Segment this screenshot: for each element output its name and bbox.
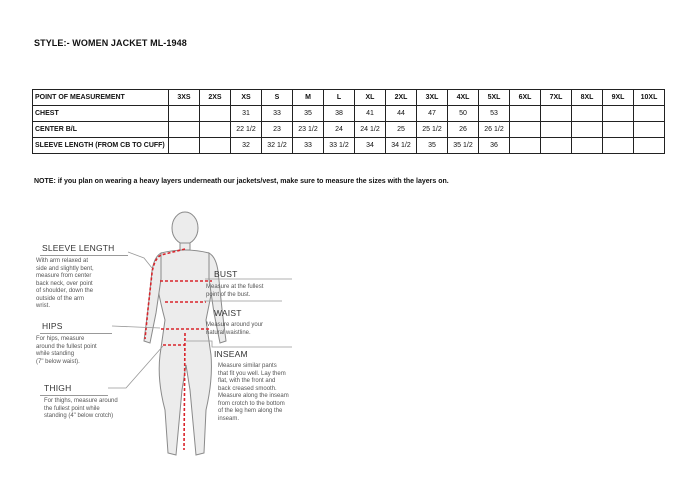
- inseam-instructions: [218, 363, 289, 423]
- size-header-row: [33, 90, 665, 106]
- table-cell: 24: [324, 122, 355, 138]
- inseam-line-8: inseam.: [218, 415, 240, 422]
- table-cell: [572, 122, 603, 138]
- table-cell: 41: [355, 106, 386, 122]
- bust-line-2: point of the bust.: [206, 291, 251, 298]
- inseam-line-2: that fit you well. Lay them: [218, 370, 286, 377]
- size-header-cell: 2XL: [386, 90, 417, 106]
- table-cell: [510, 138, 541, 154]
- table-cell: [510, 122, 541, 138]
- table-cell: 33: [293, 138, 324, 154]
- table-cell: 35: [417, 138, 448, 154]
- table-cell: 35 1/2: [448, 138, 479, 154]
- hips-line-1: For hips, measure: [36, 336, 85, 342]
- size-header-cell: XS: [231, 90, 262, 106]
- table-cell: [169, 122, 200, 138]
- table-cell: 38: [324, 106, 355, 122]
- size-header-cell: 10XL: [634, 90, 665, 106]
- sleeve-length-heading: SLEEVE LENGTH: [42, 243, 115, 253]
- row-label: CENTER B/L: [33, 122, 169, 138]
- table-cell: 34: [355, 138, 386, 154]
- table-cell: 25: [386, 122, 417, 138]
- table-cell: 25 1/2: [417, 122, 448, 138]
- table-cell: [634, 122, 665, 138]
- table-cell: [572, 138, 603, 154]
- table-cell: 44: [386, 106, 417, 122]
- row-label: CHEST: [33, 106, 169, 122]
- table-cell: [603, 138, 634, 154]
- inseam-heading: INSEAM: [214, 349, 248, 359]
- row-label: SLEEVE LENGTH (FROM CB TO CUFF): [33, 138, 169, 154]
- table-cell: 26 1/2: [479, 122, 510, 138]
- table-cell: 23: [262, 122, 293, 138]
- table-cell: 47: [417, 106, 448, 122]
- table-cell: [541, 138, 572, 154]
- table-cell: 22 1/2: [231, 122, 262, 138]
- table-cell: [169, 106, 200, 122]
- waist-instructions: [206, 322, 263, 337]
- thigh-line-1: For thighs, measure around: [44, 398, 118, 404]
- hips-divider: [40, 333, 112, 334]
- hips-line-4: (7" below waist).: [36, 358, 80, 365]
- table-cell: [510, 106, 541, 122]
- table-cell: 35: [293, 106, 324, 122]
- size-header-cell: 6XL: [510, 90, 541, 106]
- inseam-line: [184, 333, 185, 450]
- size-header-cell: 3XS: [169, 90, 200, 106]
- hips-heading: HIPS: [42, 321, 63, 331]
- table-cell: 34 1/2: [386, 138, 417, 154]
- size-header-cell: 2XS: [200, 90, 231, 106]
- thigh-instructions: [44, 398, 118, 421]
- waist-heading: WAIST: [214, 308, 242, 318]
- sleeve-length-line-7: wrist.: [36, 303, 50, 309]
- thigh-heading: THIGH: [44, 383, 72, 393]
- size-header-cell: XL: [355, 90, 386, 106]
- point-of-measurement-header: POINT OF MEASUREMENT: [33, 90, 169, 106]
- table-cell: [169, 138, 200, 154]
- inseam-line-4: back creased smooth.: [218, 385, 277, 392]
- bust-instructions: [206, 284, 263, 299]
- table-cell: [200, 138, 231, 154]
- sleeve-length-line-5: of shoulder, down the: [36, 288, 94, 294]
- size-chart-table: [32, 89, 665, 154]
- table-cell: [634, 138, 665, 154]
- table-cell: 36: [479, 138, 510, 154]
- layering-note: NOTE: if you plan on wearing a heavy layers underneath our jackets/vest, make sure to measure the sizes with the layers on.: [34, 178, 449, 185]
- hips-line-2: around the fullest point: [36, 343, 97, 350]
- thigh-line-2: the fullest point while: [44, 405, 100, 412]
- thigh-line-3: standing (4" below crotch): [44, 413, 114, 419]
- sleeve-length-line-1: With arm relaxed at: [36, 258, 89, 264]
- inseam-line-3: flat, with the front and: [218, 378, 276, 384]
- table-cell: 50: [448, 106, 479, 122]
- size-header-cell: 7XL: [541, 90, 572, 106]
- sleeve-length-divider: [40, 255, 128, 256]
- hips-instructions: [36, 336, 97, 366]
- center-bl-row: [33, 122, 665, 138]
- size-header-cell: 3XL: [417, 90, 448, 106]
- chest-row: [33, 106, 665, 122]
- waist-line-1: Measure around your: [206, 322, 264, 328]
- table-cell: 32: [231, 138, 262, 154]
- table-cell: [603, 106, 634, 122]
- size-header-cell: L: [324, 90, 355, 106]
- bust-heading: BUST: [214, 269, 238, 279]
- table-cell: 32 1/2: [262, 138, 293, 154]
- sleeve-length-line-3: measure from center: [36, 273, 92, 279]
- inseam-line-5: Measure along the inseam: [218, 393, 289, 399]
- table-cell: [200, 106, 231, 122]
- inseam-line-6: from crotch to the bottom: [218, 400, 285, 407]
- table-cell: 23 1/2: [293, 122, 324, 138]
- table-cell: 33 1/2: [324, 138, 355, 154]
- inseam-line-1: Measure similar pants: [218, 363, 277, 369]
- inseam-line-7: of the leg hem along the: [218, 408, 283, 414]
- table-cell: 53: [479, 106, 510, 122]
- waist-line-2: natural waistline.: [206, 329, 251, 336]
- sleeve-length-line-2: side and slightly bent,: [36, 265, 94, 272]
- table-cell: [541, 106, 572, 122]
- size-header-cell: M: [293, 90, 324, 106]
- style-title: STYLE:- WOMEN JACKET ML-1948: [34, 38, 187, 48]
- table-cell: 31: [231, 106, 262, 122]
- sleeve-length-row: [33, 138, 665, 154]
- table-cell: 24 1/2: [355, 122, 386, 138]
- hips-line-3: while standing: [36, 351, 75, 357]
- sleeve-length-line-6: outside of the arm: [36, 295, 85, 302]
- size-header-cell: 5XL: [479, 90, 510, 106]
- size-header-cell: S: [262, 90, 293, 106]
- size-header-cell: 8XL: [572, 90, 603, 106]
- sleeve-length-line-4: back neck, over point: [36, 280, 93, 287]
- sleeve-length-instructions: [36, 258, 94, 311]
- size-header-cell: 9XL: [603, 90, 634, 106]
- table-cell: [634, 106, 665, 122]
- bust-line-1: Measure at the fullest: [206, 284, 264, 290]
- size-header-cell: 4XL: [448, 90, 479, 106]
- table-cell: [200, 122, 231, 138]
- table-cell: 33: [262, 106, 293, 122]
- table-cell: [541, 122, 572, 138]
- table-cell: [572, 106, 603, 122]
- table-cell: 26: [448, 122, 479, 138]
- table-cell: [603, 122, 634, 138]
- thigh-divider: [40, 395, 108, 396]
- measurement-guide: [30, 205, 310, 467]
